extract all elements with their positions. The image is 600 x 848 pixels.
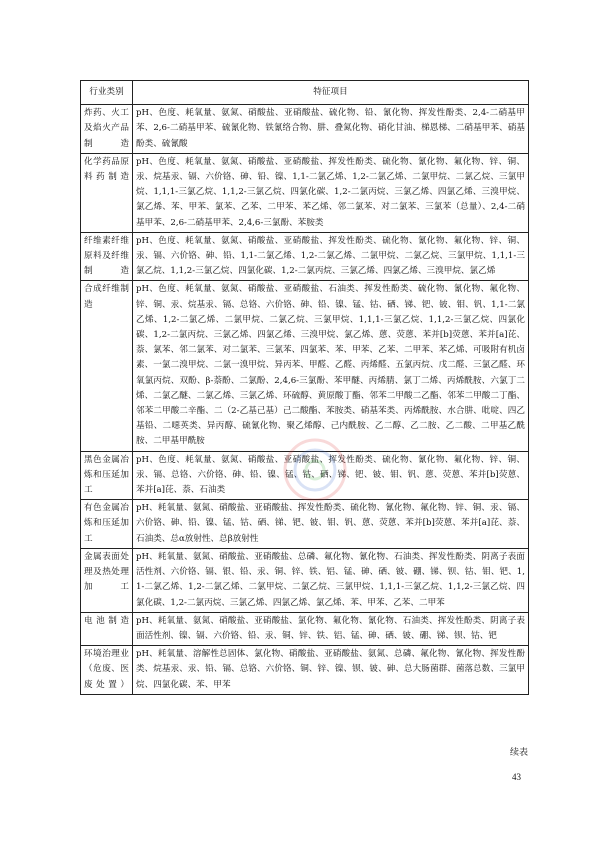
industry-cell: 有色金属冶炼和压延加工 xyxy=(81,500,133,549)
industry-cell: 合成纤维制造 xyxy=(81,281,133,451)
industry-cell: 纤维素纤维原料及纤维制造 xyxy=(81,232,133,281)
table-row xyxy=(81,548,529,612)
table-row xyxy=(81,646,529,695)
table-header-row xyxy=(81,81,529,105)
items-cell: pH、耗氧量、氨氮、硝酸盐、亚硝酸盐、挥发性酚类、硫化物、氰化物、氟化物、锌、铜、汞、镉、六价铬、砷、铅、镍、锰、钴、硒、锑、钯、铍、钼、钒、蒽、荧蒽、苯并[b]荧蒽、苯并[a]芘、萘、石油类、总α放射性、总β放射性 xyxy=(133,500,529,549)
table-row xyxy=(81,451,529,500)
items-cell: pH、色度、耗氧量、氨氮、硝酸盐、亚硝酸盐、挥发性酚类、硫化物、氰化物、氟化物、锌、铜、汞、镉、总铬、六价铬、砷、铅、镍、锰、钴、硒、锑、钯、铍、钼、钒、蒽、荧蒽、苯并[b]荧蒽、苯并[a]芘、萘、石油类 xyxy=(133,451,529,500)
industry-cell: 炸药、火工及焰火产品制造 xyxy=(81,105,133,154)
table-row xyxy=(81,612,529,645)
items-cell: pH、色度、耗氧量、氨氮、硝酸盐、亚硝酸盐、挥发性酚类、硫化物、氰化物、氟化物、锌、铜、汞、镉、六价铬、砷、铅、1,1-二氯乙烯、1,2-二氯乙烯、二氯甲烷、二氯乙烷、三氯甲烷、1,1,1-三氯乙烷、1,1,2-三氯乙烷、四氯化碳、1,2-二氯丙烷、三氯乙烯、四氯乙烯、三溴甲烷、氯乙烯 xyxy=(133,232,529,281)
table-row xyxy=(81,105,529,154)
industry-cell: 金属表面处理及热处理加工 xyxy=(81,548,133,612)
items-cell: pH、色度、耗氧量、氨氮、硝酸盐、亚硝酸盐、石油类、挥发性酚类、硫化物、氰化物、氟化物、锌、铜、汞、烷基汞、镉、总铬、六价铬、砷、铅、镍、锰、钴、硒、锑、钯、铍、钼、钒、1,1-二氯乙烯、1,2-二氯乙烯、二氯甲烷、二氯乙烷、三氯甲烷、1,1,1-三氯乙烷、1,1,2-三氯乙烷、四氯化碳、1,2-二氯丙烷、三氯乙烯、四氯乙烯、三溴甲烷、氯乙烯、蒽、荧蒽、苯并[b]荧蒽、苯并[a]芘、萘、氯苯、邻二氯苯、对二氯苯、三氯苯、四氯苯、苯、甲苯、乙苯、二甲苯、苯乙烯、可吸附有机卤素、一氯二溴甲烷、二氯一溴甲烷、异丙苯、甲醛、乙醛、丙烯醛、五氯丙烷、戊二醛、三氯乙醛、环氧氯丙烷、双酚、β-萘酚、二氯酚、2,4,6-三氯酚、苯甲醚、丙烯腈、氯丁二烯、丙烯酰胺、六氯丁二烯、二氯乙醚、二氯乙烯、三氯乙烯、环硫醇、黄原酸丁酯、邻苯二甲酸二乙酯、邻苯二甲酸二丁酯、邻苯二甲酸二辛酯、二（2-乙基己基）己二酸酯、苯胺类、硝基苯类、丙烯酰胺、水合肼、吡啶、四乙基铅、二噁英类、异丙醇、硫氰化物、聚乙烯醇、己内酰胺、乙二醇、乙二胺、乙二酸、二甲基乙酰胺、二甲基甲酰胺 xyxy=(133,281,529,451)
header-industry-category: 行业类别 xyxy=(81,81,133,105)
industry-cell: 环境治理业（危废、医废处置） xyxy=(81,646,133,695)
items-cell: pH、耗氧量、氨氮、硝酸盐、亚硝酸盐、总磷、氟化物、氰化物、石油类、挥发性酚类、阴离子表面活性剂、六价铬、镉、银、铅、汞、铜、锌、铁、铝、锰、砷、硒、铍、硼、锑、钡、钴、钼、钯、1,1-二氯乙烯、1,2-二氯乙烯、二氯甲烷、二氯乙烷、三氯甲烷、1,1,1-三氯乙烷、1,1,2-三氯乙烷、四氯化碳、1,2-二氯丙烷、三氯乙烯、四氯乙烯、氯乙烯、苯、甲苯、乙苯、二甲苯 xyxy=(133,548,529,612)
items-cell: pH、耗氧量、溶解性总固体、氯化物、硝酸盐、亚硝酸盐、氨氮、总磷、氟化物、氰化物、挥发性酚类、烷基汞、汞、铅、镉、总铬、六价铬、铜、锌、镍、钡、铍、砷、总大肠菌群、菌落总数、三氯甲烷、四氯化碳、苯、甲苯 xyxy=(133,646,529,695)
table-row xyxy=(81,281,529,451)
industry-cell: 电池制造 xyxy=(81,612,133,645)
page-number: 43 xyxy=(512,772,521,782)
industry-cell: 化学药品原料药制造 xyxy=(81,153,133,232)
continued-label: 续表 xyxy=(510,748,529,758)
header-feature-items: 特征项目 xyxy=(133,81,529,105)
items-cell: pH、色度、耗氧量、氨氮、硝酸盐、亚硝酸盐、挥发性酚类、硫化物、氰化物、氟化物、锌、铜、汞、烷基汞、镉、六价铬、砷、铅、镍、1,1-二氯乙烯、1,2-二氯乙烯、二氯甲烷、二氯乙烷、三氯甲烷、1,1,1-三氯乙烷、1,1,2-三氯乙烷、四氯化碳、1,2-二氯丙烷、三氯乙烯、四氯乙烯、三溴甲烷、氯乙烯、苯、甲苯、氯苯、乙苯、二甲苯、苯乙烯、邻二氯苯、对二氯苯、三氯苯（总量）、2,4-二硝基甲苯、2,6-二硝基甲苯、2,4,6-三氯酚、苯胺类 xyxy=(133,153,529,232)
items-cell: pH、色度、耗氧量、氨氮、硝酸盐、亚硝酸盐、硫化物、铅、氰化物、挥发性酚类、2,4-二硝基甲苯、2,6-二硝基甲苯、硫氰化物、铁氰络合物、肼、叠氮化物、硝化甘油、梯恩梯、二硝基甲苯、硝基酚类、硫氰酸 xyxy=(133,105,529,154)
table-row xyxy=(81,153,529,232)
table-row xyxy=(81,500,529,549)
feature-items-table xyxy=(80,80,529,695)
items-cell: pH、耗氧量、氨氮、硝酸盐、亚硝酸盐、氯化物、氟化物、氰化物、石油类、挥发性酚类、阴离子表面活性剂、镍、镉、六价铬、铅、汞、铜、锌、铁、铝、锰、砷、硒、铍、硼、锑、钡、钴、钯 xyxy=(133,612,529,645)
table-row xyxy=(81,232,529,281)
industry-cell: 黑色金属冶炼和压延加工 xyxy=(81,451,133,500)
